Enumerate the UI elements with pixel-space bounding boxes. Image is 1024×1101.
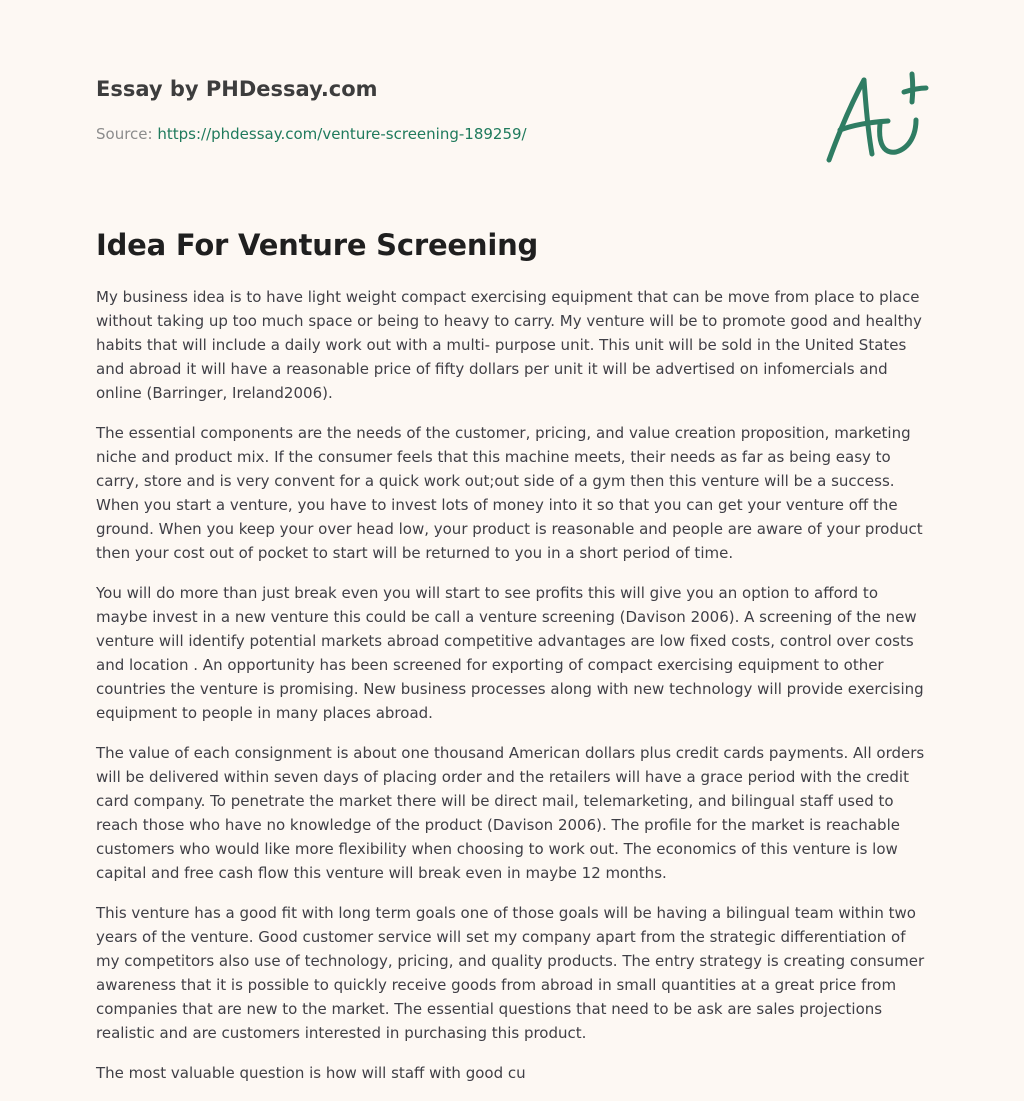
- site-brand: Essay by PHDessay.com: [96, 77, 378, 101]
- paragraph: You will do more than just break even you will start to see profits this will give you an option to afford to maybe invest in a new venture this could be call a venture screening (Davison 2006). A screening of the new venture will identify potential markets abroad competitive advantages are low fixed costs, control over costs and location . An opportunity has been screened for exporting of compact exercising equipment to other countries the venture is promising. New business processes along with new technology will provide exercising equipment to people in many places abroad.: [96, 584, 924, 722]
- paragraph: The value of each consignment is about one thousand American dollars plus credit cards payments. All orders will be delivered within seven days of placing order and the retailers will have a grace period with the credit card company. To penetrate the market there will be direct mail, telemarketing, and bilingual staff used to reach those who have no knowledge of the product (Davison 2006). The profile for the market is reachable customers who would like more flexibility when choosing to work out. The economics of this venture is low capital and free cash flow this venture will break even in maybe 12 months.: [96, 744, 925, 882]
- source-line: [96, 124, 796, 144]
- essay-body: [96, 285, 932, 1101]
- source-link[interactable]: https://phdessay.com/venture-screening-189259/: [157, 125, 527, 143]
- essay-header: [96, 74, 796, 144]
- essay-title: Idea For Venture Screening: [96, 228, 539, 262]
- paragraph: My business idea is to have light weight compact exercising equipment that can be move from place to place without taking up too much space or being to heavy to carry. My venture will be to promote good and healthy habits that will include a daily work out with a multi- purpose unit. This unit will be sold in the United States and abroad it will have a reasonable price of fifty dollars per unit it will be advertised on infomercials and online (Barringer, Ireland2006).: [96, 288, 922, 402]
- paragraph: The essential components are the needs of the customer, pricing, and value creation proposition, marketing niche and product mix. If the consumer feels that this machine meets, their needs as far as being easy to carry, store and is very convent for a quick work out;out side of a gym then this venture will be a success. When you start a venture, you have to invest lots of money into it so that you can get your venture off the ground. When you keep your over head low, your product is reasonable and people are aware of your product then your cost out of pocket to start will be returned to you in a short period of time.: [96, 424, 923, 562]
- paragraph: The most valuable question is how will staff with good cu: [96, 1064, 526, 1082]
- source-label: Source:: [96, 125, 153, 143]
- a-plus-grade-logo-icon: [820, 68, 930, 168]
- paragraph: This venture has a good fit with long term goals one of those goals will be having a bilingual team within two years of the venture. Good customer service will set my company apart from the strategic differentiation of my competitors also use of technology, pricing, and quality products. The entry strategy is creating consumer awareness that it is possible to quickly receive goods from abroad in small quantities at a great price from companies that are new to the market. The essential questions that need to be ask are sales projections realistic and are customers interested in purchasing this product.: [96, 904, 925, 1042]
